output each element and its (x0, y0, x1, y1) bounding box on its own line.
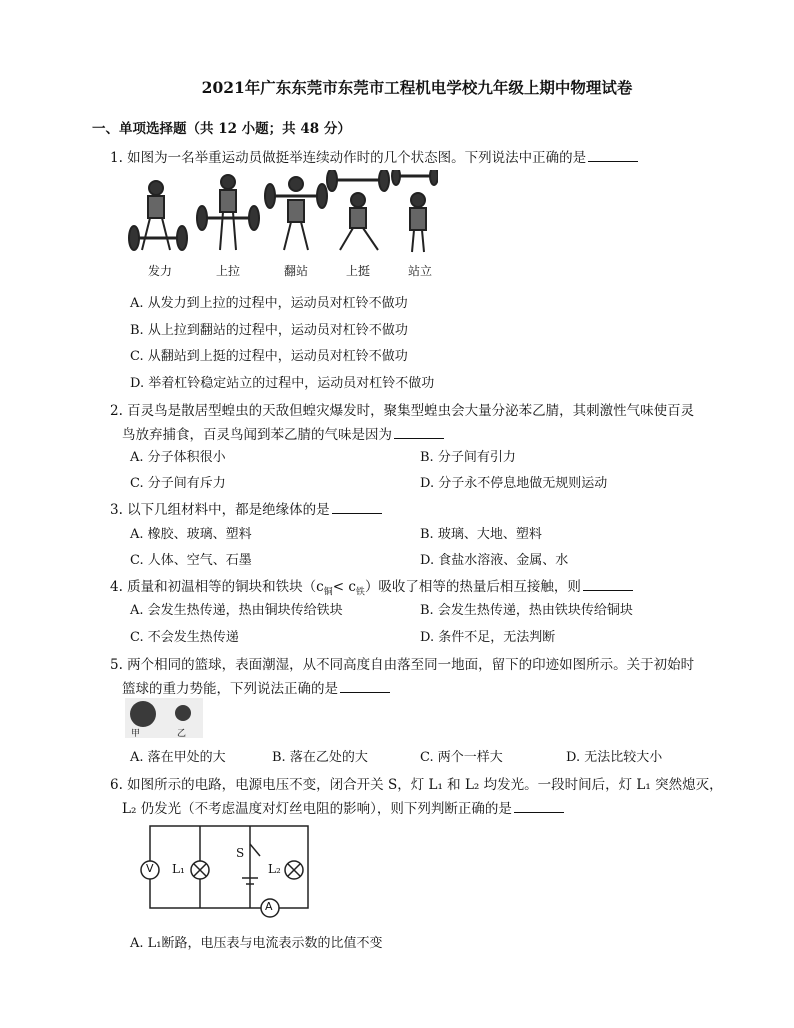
figure-label-1: 发力 (148, 264, 173, 278)
q6-option-a: A. L₁断路，电压表与电流表示数的比值不变 (130, 936, 383, 951)
question-1-text: 1. 如图为一名举重运动员做挺举连续动作时的几个状态图。下列说法中正确的是 (110, 150, 587, 166)
figure-label-3: 翻站 (284, 264, 309, 278)
q4-option-b: B. 会发生热传递，热由铁块传给铜块 (420, 603, 633, 618)
q4-option-c: C. 不会发生热传递 (130, 630, 239, 645)
q5-option-b: B. 落在乙处的大 (272, 750, 368, 765)
switch-label: S (236, 846, 245, 860)
question-6-text: L₂ 仍发光（不考虑温度对灯丝电阻的影响），则下列判断正确的是 (122, 801, 512, 817)
question-5-text: 篮球的重力势能，下列说法正确的是 (122, 681, 338, 697)
answer-blank (588, 151, 638, 162)
mark-label-yi: 乙 (177, 729, 187, 739)
q3-option-a: A. 橡胶、玻璃、塑料 (130, 527, 252, 542)
q5-option-a: A. 落在甲处的大 (130, 750, 226, 765)
circuit-diagram (132, 820, 322, 920)
question-2-line1: 2. 百灵鸟是散居型蝗虫的天敌但蝗灾爆发时，聚集型蝗虫会大量分泌苯乙腈，其刺激性气味使百灵 (110, 403, 695, 419)
q4-text-a: 4. 质量和初温相等的铜块和铁块（c (110, 579, 324, 595)
lamp-l2-label: L₂ (268, 862, 281, 876)
weightlifting-figure (128, 170, 438, 280)
answer-blank (340, 682, 390, 693)
q5-option-c: C. 两个一样大 (420, 750, 503, 765)
lamp-l1-label: L₁ (172, 862, 185, 876)
question-1-stem (110, 146, 638, 166)
subscript-iron: 铁 (355, 587, 365, 598)
figure-label-5: 站立 (408, 264, 433, 278)
q4-option-d: D. 条件不足，无法判断 (420, 630, 556, 645)
figure-label-4: 上挺 (346, 264, 371, 278)
answer-blank (394, 428, 444, 439)
q1-option-b: B. 从上拉到翻站的过程中，运动员对杠铃不做功 (130, 323, 408, 338)
q4-option-a: A. 会发生热传递，热由铜块传给铁块 (130, 603, 343, 618)
question-5-line2 (122, 677, 390, 697)
circuit-drawing (132, 820, 322, 920)
voltmeter-label: V (146, 862, 154, 875)
ammeter-label: A (265, 900, 273, 913)
mark-label-jia: 甲 (131, 729, 141, 739)
question-2-text: 鸟放弃捕食，百灵鸟闻到苯乙腈的气味是因为 (122, 427, 392, 443)
q4-text-b: ）吸收了相等的热量后相互接触，则 (364, 579, 581, 595)
answer-blank (332, 503, 382, 514)
q3-option-c: C. 人体、空气、石墨 (130, 553, 252, 568)
question-3-text: 3. 以下几组材料中，都是绝缘体的是 (110, 502, 330, 518)
section-heading: 一、单项选择题（共 12 小题；共 48 分） (92, 121, 351, 137)
answer-blank (514, 802, 564, 813)
question-2-line2 (122, 423, 444, 443)
q5-option-d: D. 无法比较大小 (566, 750, 663, 765)
question-4-stem (110, 575, 633, 598)
q2-option-c: C. 分子间有斥力 (130, 476, 226, 491)
q2-option-d: D. 分子永不停息地做无规则运动 (420, 476, 608, 491)
ball-marks-figure (125, 698, 203, 738)
question-3-stem (110, 498, 382, 518)
question-6-line2 (122, 797, 564, 817)
q3-option-b: B. 玻璃、大地、塑料 (420, 527, 542, 542)
subscript-copper: 铜 (323, 587, 333, 598)
figure-label-2: 上拉 (216, 264, 241, 278)
q2-option-a: A. 分子体积很小 (130, 450, 226, 465)
q1-option-d: D. 举着杠铃稳定站立的过程中，运动员对杠铃不做功 (130, 376, 435, 391)
q2-option-b: B. 分子间有引力 (420, 450, 516, 465)
question-5-line1: 5. 两个相同的篮球，表面潮湿，从不同高度自由落至同一地面，留下的印迹如图所示。关于初始时 (110, 657, 695, 673)
q1-option-a: A. 从发力到上拉的过程中，运动员对杠铃不做功 (130, 296, 408, 311)
q3-option-d: D. 食盐水溶液、金属、水 (420, 553, 569, 568)
weightlifter-drawing (128, 170, 438, 260)
q1-option-c: C. 从翻站到上挺的过程中，运动员对杠铃不做功 (130, 349, 408, 364)
question-6-line1: 6. 如图所示的电路，电源电压不变，闭合开关 S，灯 L₁ 和 L₂ 均发光。一段时间后，灯 L₁ 突然熄灭， (110, 777, 723, 793)
page-title: 2021年广东东莞市东莞市工程机电学校九年级上期中物理试卷 (201, 78, 633, 97)
answer-blank (583, 580, 633, 591)
q4-less-than: < c (332, 579, 356, 595)
